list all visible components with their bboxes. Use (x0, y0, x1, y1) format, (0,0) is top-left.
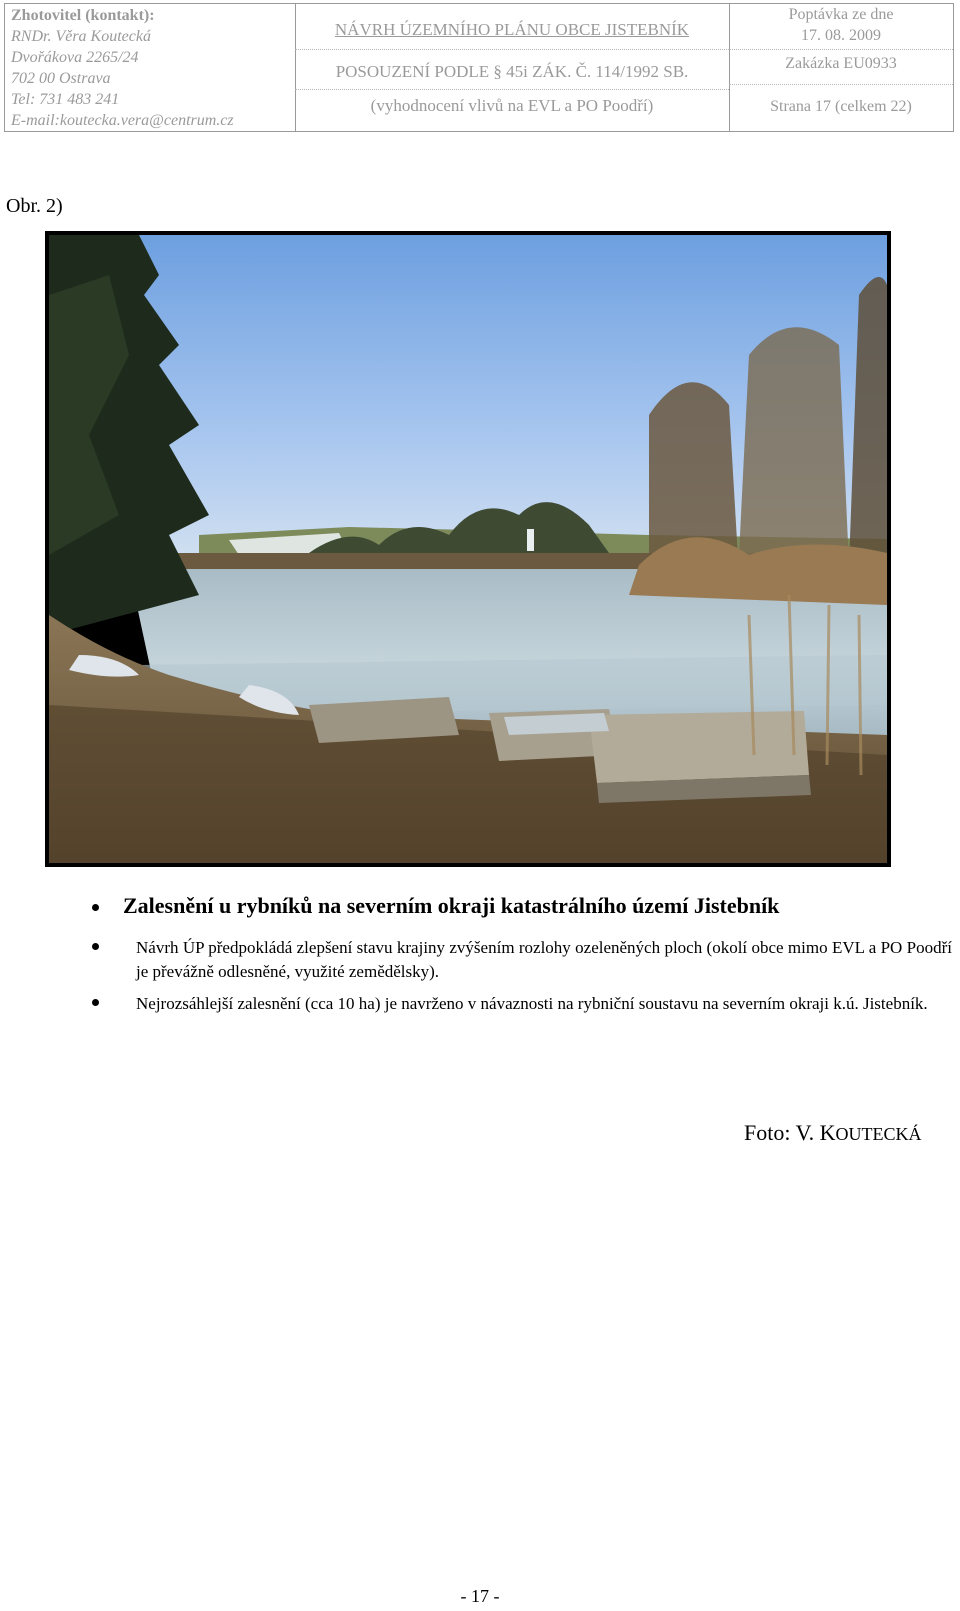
bullet-dot (92, 943, 99, 950)
document-header (4, 3, 954, 132)
contractor-email: E-mail:koutecka.vera@centrum.cz (11, 112, 234, 129)
contractor-street: Dvořákova 2265/24 (11, 49, 139, 66)
divider (729, 84, 953, 85)
page-counter: Strana 17 (celkem 22) (770, 98, 912, 115)
contractor-phone: Tel: 731 483 241 (11, 91, 120, 108)
bullet-paragraph-1: Návrh ÚP předpokládá zlepšení stavu krajiny zvýšením rozlohy ozeleněných ploch (okolí obce mimo EVL a PO Poodří je převážně odlesněné, využité zemědělsky). (136, 938, 952, 981)
figure-label: Obr. 2) (6, 195, 63, 217)
divider (729, 49, 953, 50)
section-heading: Zalesnění u rybníků na severním okraji katastrálního území Jistebník (123, 893, 780, 918)
photo-credit (744, 1120, 922, 1146)
photo-credit-rest: OUTECKÁ (835, 1124, 922, 1144)
contractor-title: Zhotovitel (kontakt): (11, 7, 155, 24)
pond-landscape-image (49, 235, 887, 863)
contractor-block (5, 4, 296, 131)
bullet-dot (92, 904, 99, 911)
page-number: - 17 - (460, 1586, 500, 1606)
project-evaluation: (vyhodnocení vlivů na EVL a PO Poodří) (370, 96, 654, 115)
project-assessment: POSOUZENÍ PODLE § 45i ZÁK. Č. 114/1992 SB. (335, 62, 689, 81)
divider (295, 49, 729, 50)
photo-credit-prefix: Foto: V. K (744, 1120, 836, 1145)
bullet-dot (92, 999, 99, 1006)
meta-block (729, 4, 953, 131)
bullet-paragraph-2: Nejrozsáhlejší zalesnění (cca 10 ha) je navrženo v návaznosti na rybniční soustavu na severním okraji k.ú. Jistebník. (136, 994, 928, 1013)
project-block (295, 4, 730, 131)
divider (295, 89, 729, 90)
request-date: 17. 08. 2009 (801, 27, 881, 44)
order-number: Zakázka EU0933 (785, 55, 897, 72)
project-title: NÁVRH ÚZEMNÍHO PLÁNU OBCE JISTEBNÍK (334, 20, 690, 39)
contractor-name: RNDr. Věra Koutecká (11, 28, 151, 45)
pond-photo (45, 231, 891, 867)
contractor-city: 702 00 Ostrava (11, 70, 111, 87)
request-label: Poptávka ze dne (788, 6, 894, 23)
